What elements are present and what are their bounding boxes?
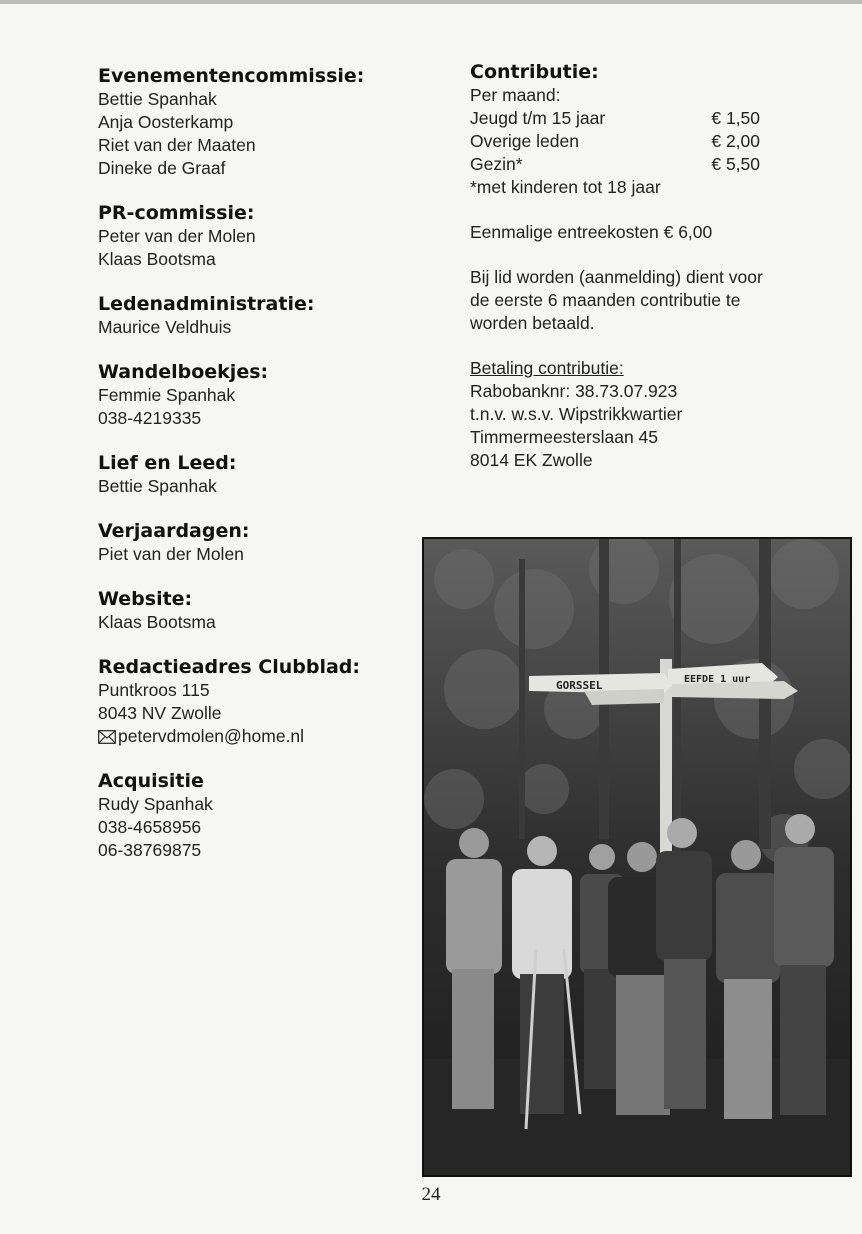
- section-website: [98, 587, 428, 634]
- section-lief-en-leed: [98, 451, 428, 498]
- phone-number: 038-4658956: [98, 817, 202, 837]
- registration-line: Bij lid worden (aanmelding) dient voor: [470, 267, 763, 287]
- fee-label: Overige leden: [470, 131, 579, 151]
- address-line: Puntkroos 115: [98, 680, 210, 700]
- fee-row: [470, 130, 760, 153]
- registration-note: [470, 266, 840, 335]
- section-heading: Verjaardagen:: [98, 520, 250, 542]
- section-line: Riet van der Maaten: [98, 135, 256, 155]
- contributie-heading: Contributie:: [470, 61, 599, 83]
- address-line: 8043 NV Zwolle: [98, 703, 222, 723]
- section-line: Klaas Bootsma: [98, 249, 216, 269]
- fee-label: Gezin*: [470, 154, 523, 174]
- section-contributie: [470, 60, 840, 335]
- entree-fee: Eenmalige entreekosten € 6,00: [470, 222, 713, 242]
- page-number: 24: [421, 1184, 441, 1205]
- section-heading: Lief en Leed:: [98, 452, 237, 474]
- section-line: Piet van der Molen: [98, 544, 244, 564]
- fee-label: Jeugd t/m 15 jaar: [470, 108, 606, 128]
- section-heading: Ledenadministratie:: [98, 293, 315, 315]
- section-line: Dineke de Graaf: [98, 158, 226, 178]
- section-heading: Website:: [98, 588, 193, 610]
- section-acquisitie: [98, 769, 428, 862]
- sign-label: GORSSEL: [556, 679, 603, 692]
- section-heading: Redactieadres Clubblad:: [98, 656, 361, 678]
- section-verjaardagen: [98, 519, 428, 566]
- section-evenementencommissie: [98, 64, 428, 180]
- betaling-heading: Betaling contributie:: [470, 358, 624, 378]
- group-photo: [422, 537, 852, 1177]
- section-ledenadministratie: [98, 292, 428, 339]
- section-line: Klaas Bootsma: [98, 612, 216, 632]
- section-line: Rudy Spanhak: [98, 794, 213, 814]
- envelope-icon: [98, 730, 116, 744]
- registration-line: worden betaald.: [470, 313, 595, 333]
- section-heading: Evenementencommissie:: [98, 65, 365, 87]
- fee-amount: € 2,00: [711, 131, 760, 151]
- fee-amount: € 1,50: [711, 108, 760, 128]
- left-column: [98, 64, 428, 883]
- phone-number: 038-4219335: [98, 408, 202, 428]
- right-column: [470, 60, 840, 472]
- section-betaling: [470, 357, 840, 472]
- registration-line: de eerste 6 maanden contributie te: [470, 290, 741, 310]
- phone-number: 06-38769875: [98, 840, 202, 860]
- section-line: Anja Oosterkamp: [98, 112, 234, 132]
- fee-amount: € 5,50: [711, 154, 760, 174]
- email-line: [98, 725, 428, 748]
- top-border: [0, 0, 862, 4]
- group-photo-illustration: [424, 539, 850, 1175]
- section-line: Peter van der Molen: [98, 226, 256, 246]
- fee-row: [470, 107, 760, 130]
- fee-footnote: *met kinderen tot 18 jaar: [470, 177, 661, 197]
- section-line: Bettie Spanhak: [98, 476, 217, 496]
- bank-account: Rabobanknr: 38.73.07.923: [470, 381, 678, 401]
- address-line: 8014 EK Zwolle: [470, 450, 593, 470]
- section-heading: Acquisitie: [98, 770, 204, 792]
- section-line: Femmie Spanhak: [98, 385, 236, 405]
- email-address[interactable]: petervdmolen@home.nl: [118, 726, 305, 746]
- section-wandelboekjes: [98, 360, 428, 430]
- section-line: Maurice Veldhuis: [98, 317, 232, 337]
- contributie-intro: Per maand:: [470, 85, 561, 105]
- section-redactieadres: [98, 655, 428, 748]
- section-heading: Wandelboekjes:: [98, 361, 269, 383]
- sign-label: EEFDE 1 uur: [684, 674, 751, 685]
- address-line: Timmermeesterslaan 45: [470, 427, 659, 447]
- section-line: Bettie Spanhak: [98, 89, 217, 109]
- account-holder: t.n.v. w.s.v. Wipstrikkwartier: [470, 404, 683, 424]
- fee-row: [470, 153, 760, 176]
- section-heading: PR-commissie:: [98, 202, 255, 224]
- section-pr-commissie: [98, 201, 428, 271]
